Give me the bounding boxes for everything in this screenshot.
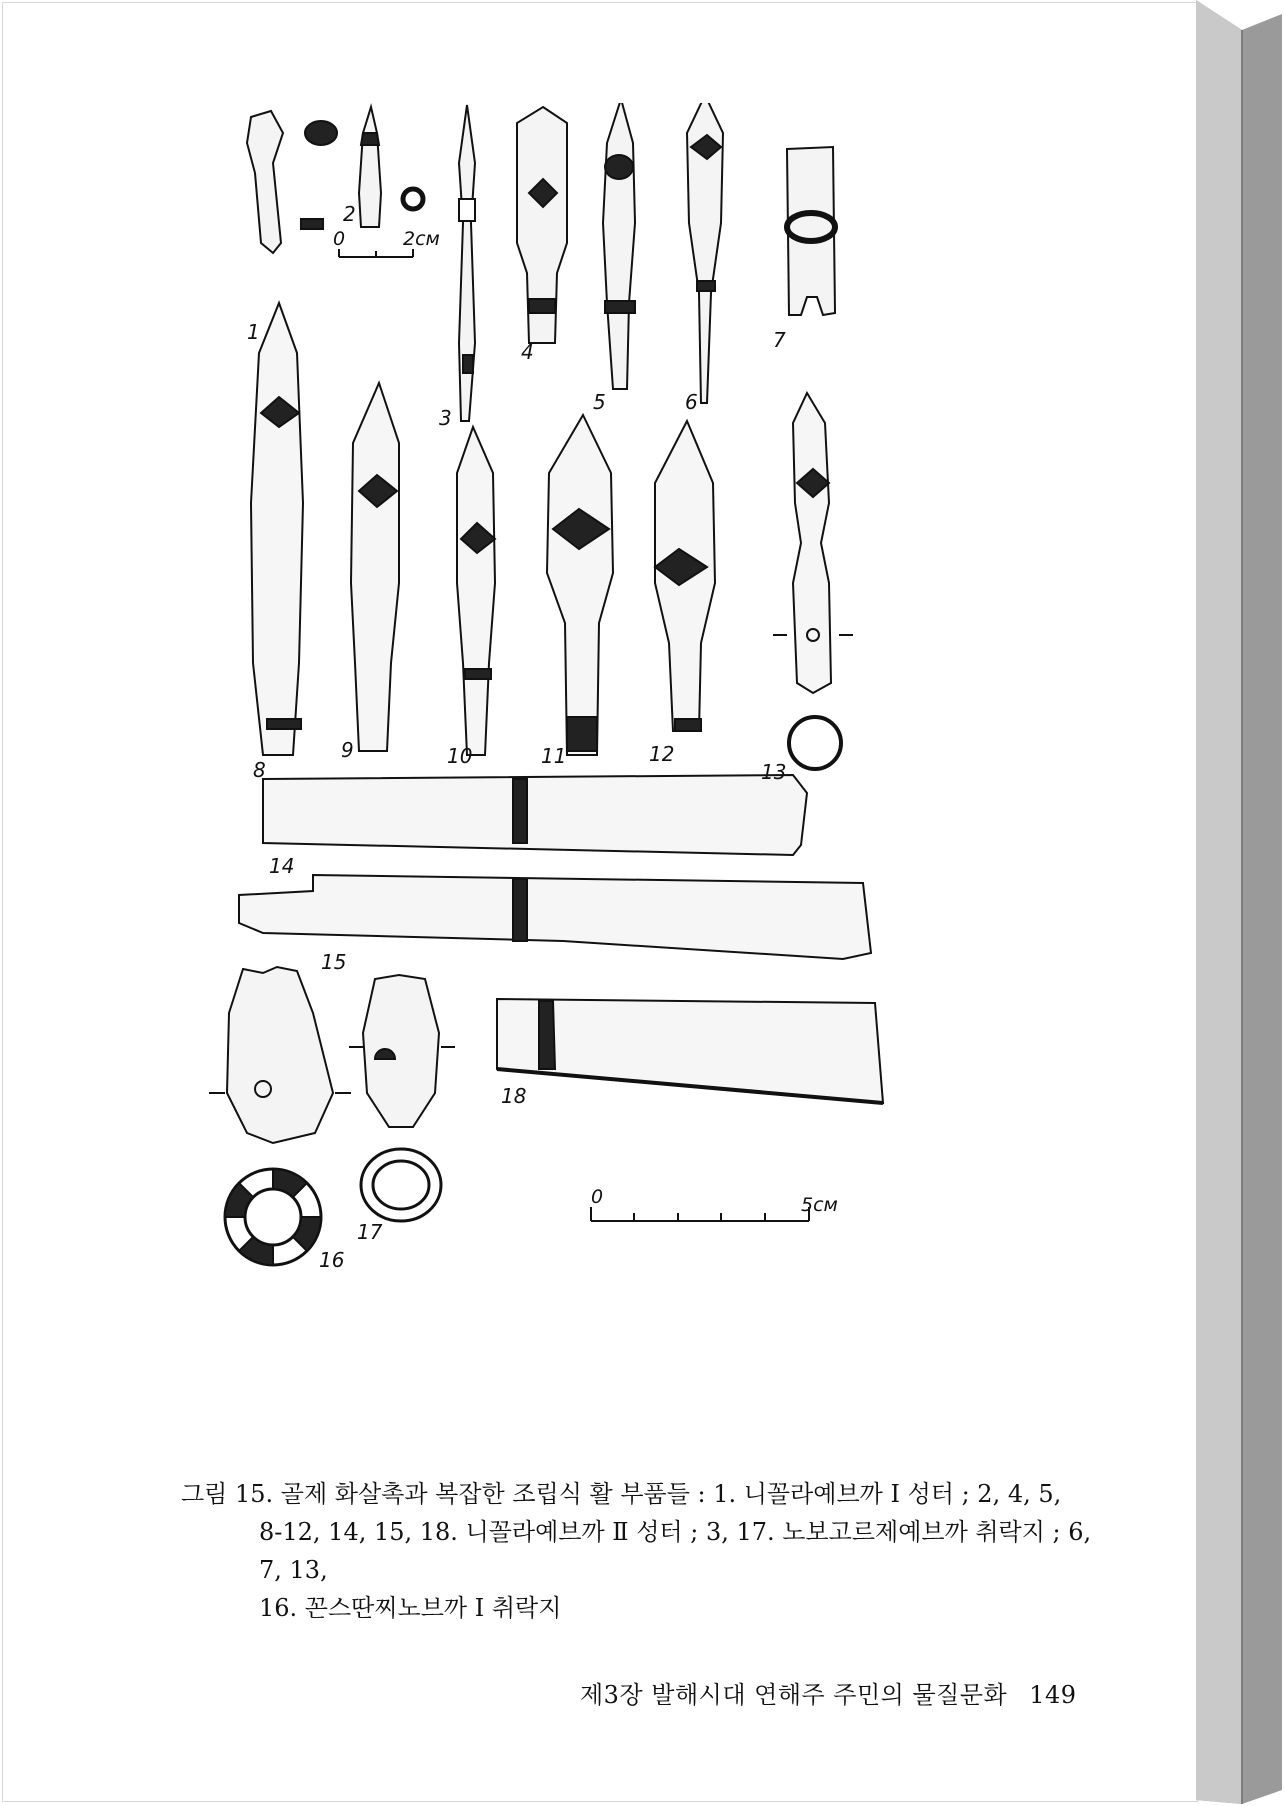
item-number-18: 18 bbox=[501, 1084, 527, 1108]
artifact-1 bbox=[247, 111, 283, 253]
artifact-10 bbox=[457, 427, 495, 755]
item-number-14: 14 bbox=[269, 854, 295, 878]
item-number-11: 11 bbox=[541, 744, 567, 768]
artifact-11 bbox=[547, 415, 613, 755]
book-page bbox=[2, 2, 1198, 1802]
scale-large-end: 5см bbox=[801, 1194, 838, 1216]
artifact-1-section bbox=[305, 121, 337, 145]
scale-small-end: 2см bbox=[403, 228, 440, 250]
item-number-9: 9 bbox=[341, 738, 354, 762]
scale-bar-large bbox=[591, 1207, 809, 1221]
artifact-8 bbox=[251, 303, 303, 755]
artifact-15 bbox=[239, 875, 871, 959]
item-number-3: 3 bbox=[439, 406, 452, 430]
item-number-6: 6 bbox=[685, 390, 698, 414]
artifact-1-mark bbox=[301, 219, 323, 229]
artifact-13 bbox=[793, 393, 831, 693]
artifact-13-section bbox=[789, 717, 841, 769]
caption-line-3: 16. 꼰스딴찌노브까 Ⅰ 취락지 bbox=[259, 1594, 562, 1622]
caption-line-2: 8-12, 14, 15, 18. 니꼴라예브까 Ⅱ 성터 ; 3, 17. 노보고르제예브까 취락지 ; 6, 7, 13, bbox=[259, 1518, 1092, 1584]
item-number-10: 10 bbox=[447, 744, 473, 768]
artifact-9 bbox=[351, 383, 399, 751]
item-number-1: 1 bbox=[247, 320, 260, 344]
page-number: 149 bbox=[1029, 1681, 1077, 1709]
artifact-5 bbox=[603, 103, 635, 389]
artifact-2-section bbox=[403, 189, 423, 209]
item-number-4: 4 bbox=[521, 340, 534, 364]
artifact-17 bbox=[363, 975, 439, 1127]
scale-small-start: 0 bbox=[333, 228, 346, 250]
item-number-13: 13 bbox=[761, 760, 787, 784]
chapter-title: 제3장 발해시대 연해주 주민의 물질문화 bbox=[580, 1681, 1008, 1709]
artifact-illustration bbox=[203, 103, 1063, 1443]
item-number-16: 16 bbox=[319, 1248, 345, 1272]
item-number-12: 12 bbox=[649, 742, 675, 766]
item-number-7: 7 bbox=[773, 328, 786, 352]
scale-large-start: 0 bbox=[591, 1186, 604, 1208]
artifact-16 bbox=[227, 967, 333, 1143]
item-number-15: 15 bbox=[321, 950, 347, 974]
artifact-7 bbox=[787, 147, 835, 315]
artifact-14 bbox=[263, 775, 807, 855]
scale-bar-small bbox=[339, 249, 413, 257]
page-stack-edge bbox=[1196, 0, 1285, 1806]
item-number-2: 2 bbox=[343, 202, 356, 226]
figure-caption bbox=[181, 1475, 1101, 1627]
caption-line-1: 그림 15. 골제 화살촉과 복잡한 조립식 활 부품들 : 1. 니꼴라예브까 Ⅰ 성터 ; 2, 4, 5, bbox=[181, 1480, 1062, 1508]
item-number-8: 8 bbox=[253, 758, 266, 782]
item-number-17: 17 bbox=[357, 1220, 383, 1244]
artifact-2 bbox=[359, 107, 381, 227]
item-number-5: 5 bbox=[593, 390, 606, 414]
running-footer bbox=[580, 1675, 1077, 1710]
